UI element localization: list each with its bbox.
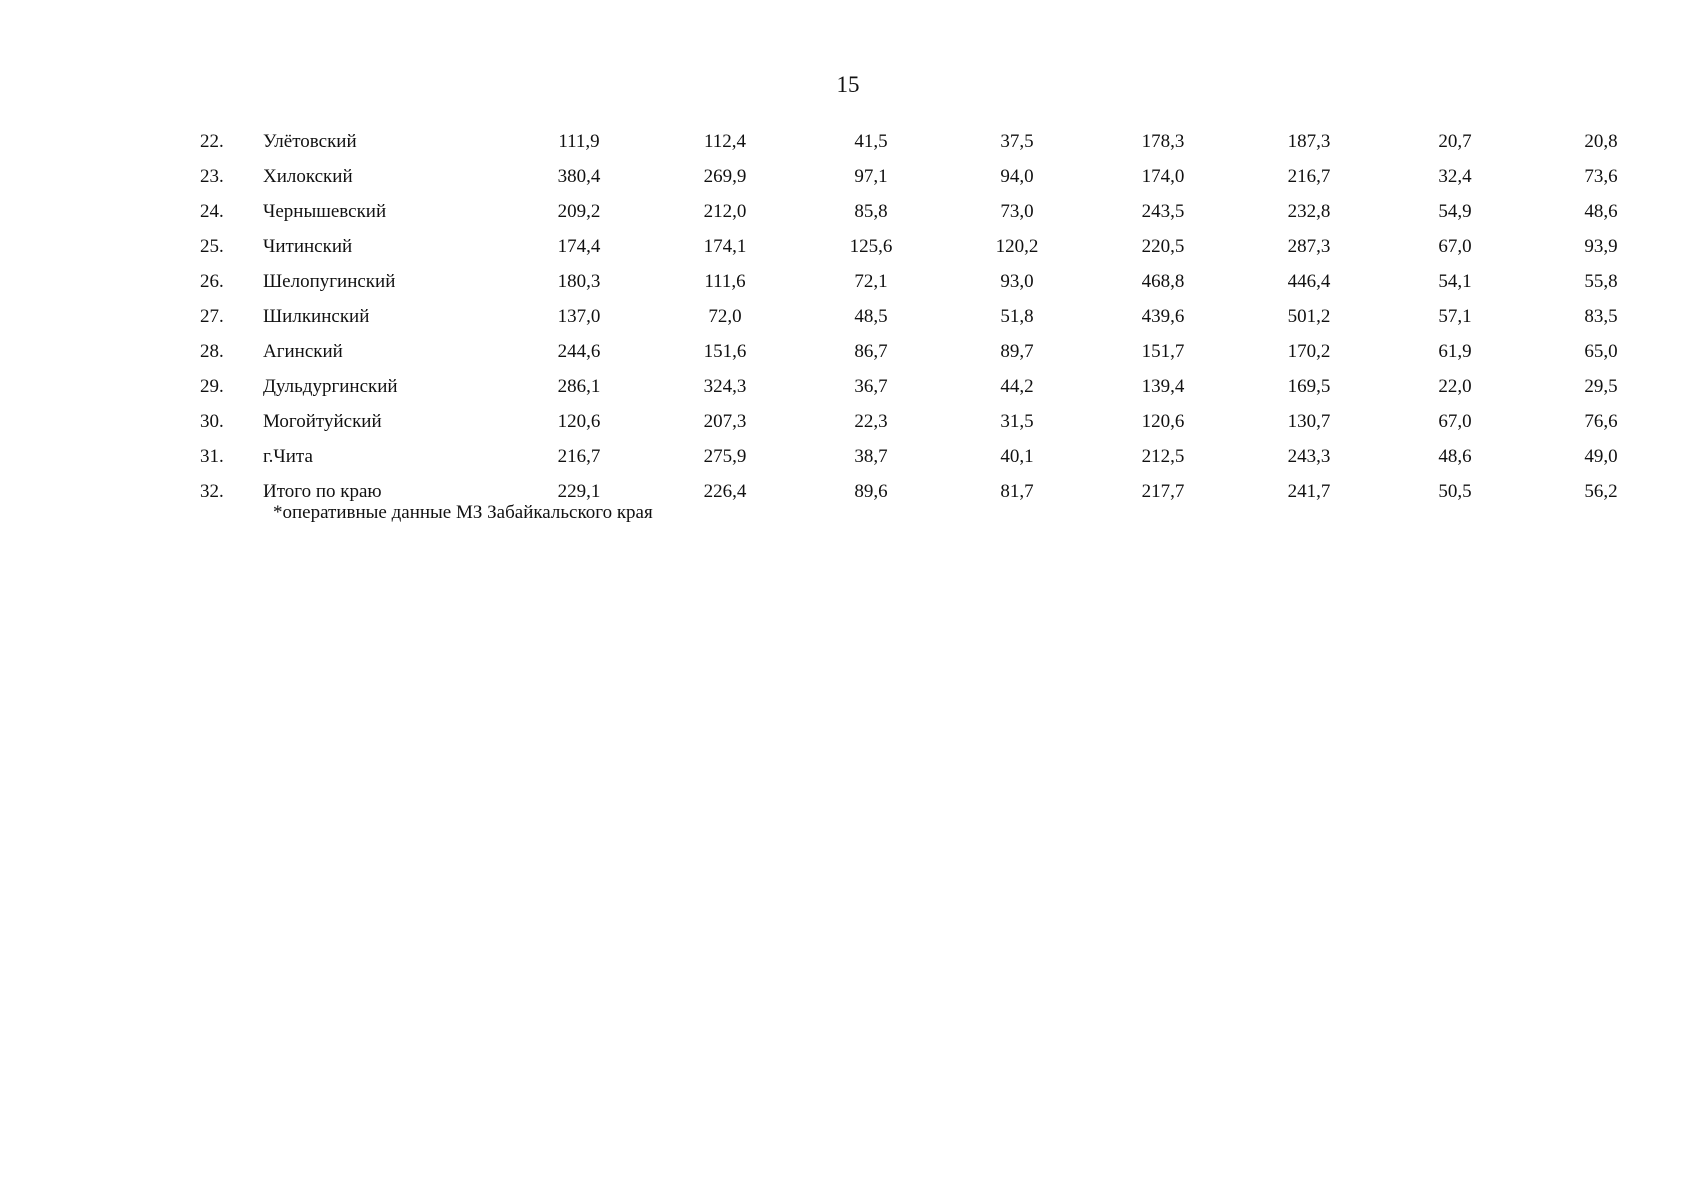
row-number: 31. [200, 445, 224, 467]
row-number: 30. [200, 410, 224, 432]
value-cell: 180,3 [557, 270, 601, 292]
value-cell: 67,0 [1438, 410, 1472, 432]
value-cell: 174,4 [557, 235, 601, 257]
value-cell: 51,8 [1000, 305, 1034, 327]
row-number: 28. [200, 340, 224, 362]
value-cell: 207,3 [703, 410, 747, 432]
value-cell: 61,9 [1438, 340, 1472, 362]
data-table [186, 124, 1674, 509]
value-cell: 287,3 [1287, 235, 1331, 257]
district-name: Шелопугинский [263, 270, 396, 292]
table-row [186, 299, 1674, 334]
value-cell: 243,5 [1141, 200, 1185, 222]
value-cell: 446,4 [1287, 270, 1331, 292]
value-cell: 137,0 [557, 305, 601, 327]
table-row [186, 124, 1674, 159]
value-cell: 217,7 [1141, 480, 1185, 502]
table-row [186, 439, 1674, 474]
value-cell: 120,6 [557, 410, 601, 432]
row-number: 25. [200, 235, 224, 257]
value-cell: 41,5 [854, 130, 888, 152]
value-cell: 94,0 [1000, 165, 1034, 187]
row-number: 26. [200, 270, 224, 292]
footnote: *оперативные данные МЗ Забайкальского края [273, 502, 653, 523]
table-row [186, 334, 1674, 369]
value-cell: 54,1 [1438, 270, 1472, 292]
value-cell: 269,9 [703, 165, 747, 187]
district-name: Агинский [263, 340, 343, 362]
value-cell: 48,6 [1438, 445, 1472, 467]
value-cell: 286,1 [557, 375, 601, 397]
table-row [186, 264, 1674, 299]
table-row [186, 194, 1674, 229]
value-cell: 174,1 [703, 235, 747, 257]
value-cell: 73,0 [1000, 200, 1034, 222]
value-cell: 29,5 [1584, 375, 1618, 397]
value-cell: 83,5 [1584, 305, 1618, 327]
table-row [186, 369, 1674, 404]
value-cell: 22,3 [854, 410, 888, 432]
value-cell: 44,2 [1000, 375, 1034, 397]
value-cell: 241,7 [1287, 480, 1331, 502]
value-cell: 40,1 [1000, 445, 1034, 467]
district-name: Чернышевский [263, 200, 387, 222]
value-cell: 178,3 [1141, 130, 1185, 152]
value-cell: 151,6 [703, 340, 747, 362]
value-cell: 120,2 [995, 235, 1039, 257]
row-number: 22. [200, 130, 224, 152]
value-cell: 169,5 [1287, 375, 1331, 397]
value-cell: 125,6 [849, 235, 893, 257]
value-cell: 37,5 [1000, 130, 1034, 152]
value-cell: 72,0 [708, 305, 742, 327]
value-cell: 50,5 [1438, 480, 1472, 502]
value-cell: 111,9 [558, 130, 600, 152]
value-cell: 54,9 [1438, 200, 1472, 222]
value-cell: 139,4 [1141, 375, 1185, 397]
value-cell: 38,7 [854, 445, 888, 467]
value-cell: 73,6 [1584, 165, 1618, 187]
value-cell: 93,0 [1000, 270, 1034, 292]
value-cell: 275,9 [703, 445, 747, 467]
value-cell: 57,1 [1438, 305, 1472, 327]
value-cell: 232,8 [1287, 200, 1331, 222]
value-cell: 187,3 [1287, 130, 1331, 152]
value-cell: 76,6 [1584, 410, 1618, 432]
row-number: 29. [200, 375, 224, 397]
table-row [186, 159, 1674, 194]
value-cell: 20,8 [1584, 130, 1618, 152]
value-cell: 49,0 [1584, 445, 1618, 467]
value-cell: 468,8 [1141, 270, 1185, 292]
value-cell: 216,7 [1287, 165, 1331, 187]
value-cell: 20,7 [1438, 130, 1472, 152]
value-cell: 174,0 [1141, 165, 1185, 187]
value-cell: 220,5 [1141, 235, 1185, 257]
district-name: Могойтуйский [263, 410, 382, 432]
value-cell: 170,2 [1287, 340, 1331, 362]
value-cell: 324,3 [703, 375, 747, 397]
row-number: 32. [200, 480, 224, 502]
value-cell: 244,6 [557, 340, 601, 362]
value-cell: 501,2 [1287, 305, 1331, 327]
district-name: Улётовский [263, 130, 357, 152]
district-name: Итого по краю [263, 480, 382, 502]
value-cell: 31,5 [1000, 410, 1034, 432]
value-cell: 212,5 [1141, 445, 1185, 467]
value-cell: 81,7 [1000, 480, 1034, 502]
value-cell: 111,6 [704, 270, 746, 292]
value-cell: 72,1 [854, 270, 888, 292]
value-cell: 36,7 [854, 375, 888, 397]
district-name: Хилокский [263, 165, 353, 187]
value-cell: 67,0 [1438, 235, 1472, 257]
value-cell: 32,4 [1438, 165, 1472, 187]
value-cell: 216,7 [557, 445, 601, 467]
value-cell: 97,1 [854, 165, 888, 187]
value-cell: 22,0 [1438, 375, 1472, 397]
table-row [186, 229, 1674, 264]
value-cell: 130,7 [1287, 410, 1331, 432]
value-cell: 93,9 [1584, 235, 1618, 257]
value-cell: 85,8 [854, 200, 888, 222]
value-cell: 89,6 [854, 480, 888, 502]
value-cell: 48,5 [854, 305, 888, 327]
district-name: Шилкинский [263, 305, 370, 327]
value-cell: 380,4 [557, 165, 601, 187]
district-name: Читинский [263, 235, 353, 257]
page-number: 15 [836, 72, 860, 97]
table-body [186, 124, 1674, 509]
value-cell: 243,3 [1287, 445, 1331, 467]
value-cell: 229,1 [557, 480, 601, 502]
value-cell: 151,7 [1141, 340, 1185, 362]
value-cell: 55,8 [1584, 270, 1618, 292]
value-cell: 56,2 [1584, 480, 1618, 502]
district-name: Дульдургинский [263, 375, 398, 397]
value-cell: 112,4 [703, 130, 747, 152]
value-cell: 48,6 [1584, 200, 1618, 222]
value-cell: 65,0 [1584, 340, 1618, 362]
row-number: 23. [200, 165, 224, 187]
district-name: г.Чита [263, 445, 313, 467]
value-cell: 212,0 [703, 200, 747, 222]
value-cell: 209,2 [557, 200, 601, 222]
value-cell: 226,4 [703, 480, 747, 502]
value-cell: 89,7 [1000, 340, 1034, 362]
row-number: 27. [200, 305, 224, 327]
value-cell: 120,6 [1141, 410, 1185, 432]
row-number: 24. [200, 200, 224, 222]
table-row [186, 404, 1674, 439]
value-cell: 86,7 [854, 340, 888, 362]
value-cell: 439,6 [1141, 305, 1185, 327]
